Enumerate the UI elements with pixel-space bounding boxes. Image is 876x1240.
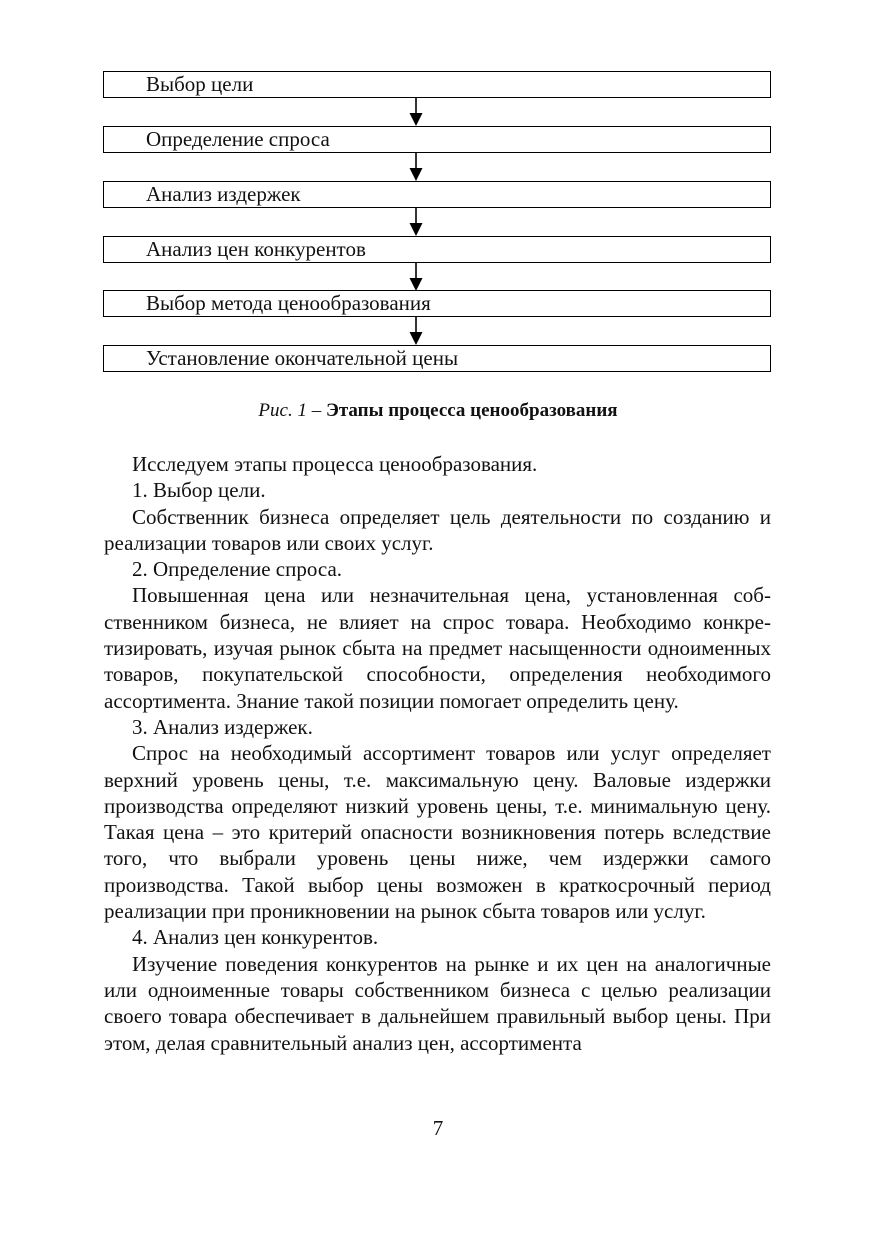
flow-arrow-down-icon (409, 262, 423, 291)
figure-title: Этапы процесса ценообразования (325, 400, 618, 421)
section-heading-demand: 2. Определение спроса. (132, 557, 343, 582)
paragraph-goal: Собственник бизнеса определяет цель деятельности по созданию и реализации товаров или своих услуг. (104, 504, 771, 555)
flow-step-final-price: Установление окончательной цены (103, 345, 771, 372)
section-heading-costs: 3. Анализ издержек. (132, 714, 313, 739)
flow-step-pricing-method: Выбор метода ценообразования (103, 290, 771, 317)
flow-step-goal-selection: Выбор цели (103, 71, 771, 98)
flow-step-demand: Определение спроса (103, 126, 771, 153)
section-heading-competitors: 4. Анализ цен конкурентов. (132, 925, 379, 950)
figure-label: Рис. 1 (258, 400, 307, 421)
page-number: 7 (432, 1116, 444, 1140)
flow-arrow-down-icon (409, 316, 423, 345)
section-heading-goal: 1. Выбор цели. (132, 478, 266, 503)
paragraph-costs: Спрос на необходимый ассортимент товаров или услуг определяет верхний уровень цены, т.е. максимальную цену. Валовые издержки производства определяют низкий уровень цены, т.е. минимальную цену. Такая цена – это критерий опасности возникновения потерь вследствие того, что выбрали уровень цены ниже, чем издержки самого производства. Такой выбор цены возможен в краткосрочный период реализации при проникновении на рынок сбыта товаров или услуг. (104, 741, 771, 924)
figure-caption (0, 399, 876, 423)
flow-arrow-down-icon (409, 207, 423, 236)
body-text (104, 451, 771, 1056)
flow-arrow-down-icon (409, 152, 423, 181)
paragraph-demand: Повышенная цена или незначительная цена, установленная собственником бизнеса, не влияет на спрос товара. Необходимо конкретизировать, изучая рынок сбыта на предмет насыщенности одноименных товаров, покупательской способности, определения необходимого ассортимента. Знание такой позиции помогает определить цену. (104, 583, 771, 713)
intro-paragraph: Исследуем этапы процесса ценообразования. (132, 452, 538, 476)
flow-step-cost-analysis: Анализ издержек (103, 181, 771, 208)
caption-separator: – (306, 400, 326, 421)
flow-arrow-down-icon (409, 97, 423, 126)
paragraph-competitors: Изучение поведения конкурентов на рынке и их цен на аналогичные или одноименные товары собственником бизнеса с целью реализации своего товара обеспечивает в дальнейшем правильный выбор цены. При этом, делая сравнительный анализ цен, ассортимента (104, 951, 771, 1055)
flow-step-competitor-prices: Анализ цен конкурентов (103, 236, 771, 263)
